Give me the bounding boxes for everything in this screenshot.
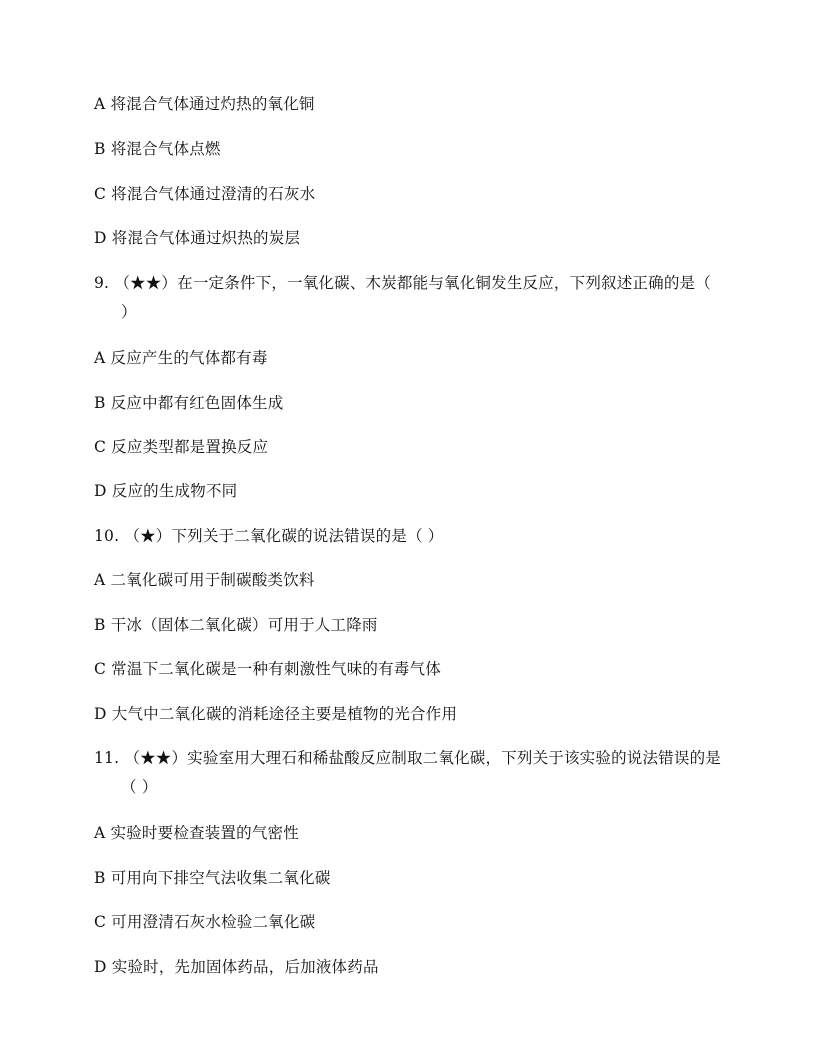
q8-option-d: D 将混合气体通过炽热的炭层 bbox=[94, 229, 301, 247]
q9-stem: 9. （★★）在一定条件下，一氧化碳、木炭都能与氧化铜发生反应，下列叙述正确的是（ bbox=[94, 274, 711, 292]
q11-option-d: D 实验时，先加固体药品，后加液体药品 bbox=[94, 958, 379, 976]
q9-option-c: C 反应类型都是置换反应 bbox=[94, 438, 269, 456]
q9-option-d: D 反应的生成物不同 bbox=[94, 482, 238, 500]
q8-option-a: A 将混合气体通过灼热的氧化铜 bbox=[94, 95, 315, 113]
q10-option-b: B 干冰（固体二氧化碳）可用于人工降雨 bbox=[94, 616, 378, 634]
q11-stem-continuation: （ ） bbox=[121, 778, 158, 796]
q10-stem: 10. （★）下列关于二氧化碳的说法错误的是（ ） bbox=[94, 527, 444, 545]
q10-option-d: D 大气中二氧化碳的消耗途径主要是植物的光合作用 bbox=[94, 705, 458, 723]
q10-option-a: A 二氧化碳可用于制碳酸类饮料 bbox=[94, 571, 315, 589]
q10-option-c: C 常温下二氧化碳是一种有刺激性气味的有毒气体 bbox=[94, 660, 441, 678]
q9-option-b: B 反应中都有红色固体生成 bbox=[94, 394, 284, 412]
q8-option-c: C 将混合气体通过澄清的石灰水 bbox=[94, 185, 316, 203]
q11-option-b: B 可用向下排空气法收集二氧化碳 bbox=[94, 869, 331, 887]
q11-stem: 11. （★★）实验室用大理石和稀盐酸反应制取二氧化碳，下列关于该实验的说法错误的是 bbox=[94, 749, 721, 767]
q11-option-a: A 实验时要检查装置的气密性 bbox=[94, 824, 299, 842]
q8-option-b: B 将混合气体点燃 bbox=[94, 140, 221, 158]
q11-option-c: C 可用澄清石灰水检验二氧化碳 bbox=[94, 913, 316, 931]
q9-stem-continuation: ） bbox=[121, 303, 137, 321]
q9-option-a: A 反应产生的气体都有毒 bbox=[94, 349, 268, 367]
